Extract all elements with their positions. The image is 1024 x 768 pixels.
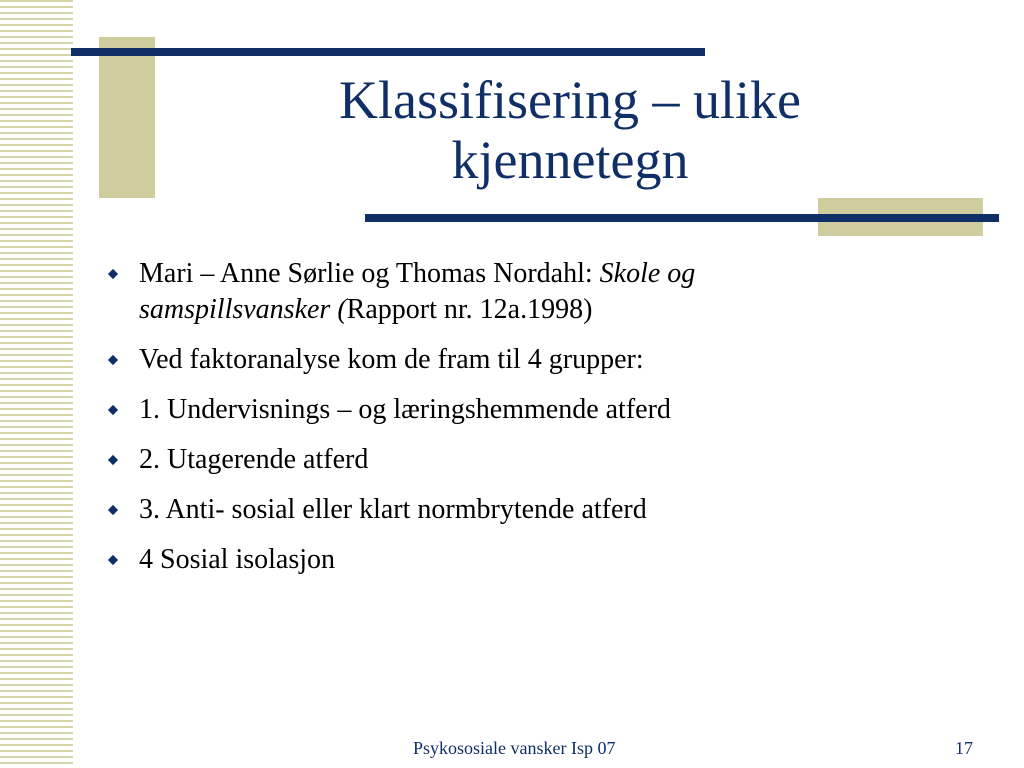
slide-title-line1: Klassifisering – ulike [339,70,801,130]
bullet-text: 1. Undervisnings – og læringshemmende atferd [139,394,671,425]
bullet-item [108,542,828,578]
footer-text: Psykososiale vansker Isp 07 [413,738,616,758]
bullet-item [108,256,828,328]
bullet-text: 2. Utagerende atferd [139,444,369,475]
decorative-stripes [0,0,73,768]
diamond-bullet-icon [108,555,118,565]
page-number: 17 [955,738,973,758]
bullet-text-post: Rapport nr. 12a.1998) [346,294,593,325]
bullet-item [108,492,828,528]
bullet-text-italic: Skole og samspillsvansker ( [139,258,696,325]
diamond-bullet-icon [108,505,118,515]
bullet-text: 4 Sosial isolasjon [139,544,336,575]
accent-block-top [99,37,155,198]
title-rule-bottom [365,214,999,222]
diamond-bullet-icon [108,355,118,365]
bullet-text: Ved faktoranalyse kom de fram til 4 grupper: [139,344,644,375]
bullet-item [108,342,828,378]
bullet-text-pre: Mari – Anne Sørlie og Thomas Nordahl: [139,258,600,289]
diamond-bullet-icon [108,405,118,415]
bullet-list [108,256,828,592]
bullet-text: 3. Anti- sosial eller klart normbrytende atferd [139,494,647,525]
diamond-bullet-icon [108,455,118,465]
diamond-bullet-icon [108,269,118,279]
title-rule-top [71,48,705,56]
slide-title-line2: kjennetegn [451,130,689,190]
bullet-item [108,392,828,428]
bullet-item [108,442,828,478]
slide-title [190,70,950,190]
